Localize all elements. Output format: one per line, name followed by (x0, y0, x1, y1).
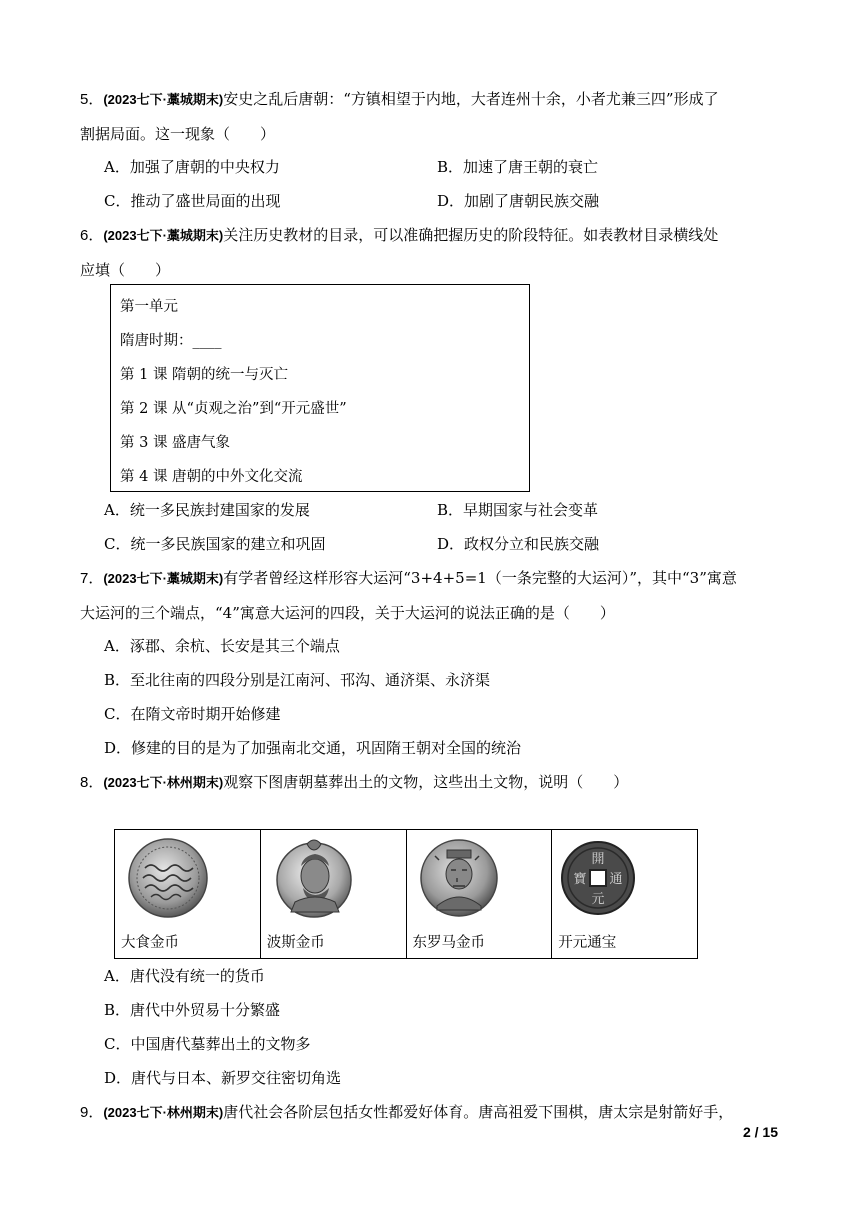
question-8-option-c[interactable]: C．中国唐代墓葬出土的文物多 (104, 1035, 311, 1053)
question-9-stem-line1: 9．(2023七下·林州期末)唐代社会各阶层包括女性都爱好体育。唐高祖爱下围棋，唐太宗是射箭好手， (80, 1103, 734, 1121)
question-5-option-d[interactable]: D．加剧了唐朝民族交融 (437, 192, 600, 210)
toc-line: 第 4 课 唐朝的中外文化交流 (120, 469, 303, 485)
question-5-options-row2 (104, 184, 784, 218)
coin-caption-byzantine: 东罗马金币 (412, 935, 485, 951)
question-7-source: (2023七下·藁城期末) (103, 571, 224, 586)
coin-caption-kaiyuan: 开元通宝 (558, 935, 617, 951)
coin-caption-dashi: 大食金币 (121, 935, 179, 951)
toc-line: 第一单元 (120, 299, 178, 315)
question-8-source: (2023七下·林州期末) (103, 775, 224, 790)
byzantine-gold-coin-icon (415, 836, 505, 920)
question-5-option-a[interactable]: A．加强了唐朝的中央权力 (104, 158, 280, 176)
question-7-stem-line1: 7．(2023七下·藁城期末)有学者曾经这样形容大运河“3+4+5=1（一条完整的大运河）”，其中“3”寓意 (80, 569, 737, 587)
question-6-options-row2 (104, 527, 784, 561)
coin-glyph-left: 寶 (573, 872, 587, 887)
question-6 (80, 218, 780, 287)
question-7-option-a[interactable]: A．涿郡、余杭、长安是其三个端点 (104, 637, 340, 655)
toc-line: 第 1 课 隋朝的统一与灭亡 (120, 367, 289, 383)
coin-cell-kaiyuan (552, 830, 697, 958)
question-6-option-d[interactable]: D．政权分立和民族交融 (437, 535, 600, 553)
coin-figure-table (114, 829, 698, 959)
dashi-gold-coin-icon (123, 836, 213, 920)
kaiyuan-tongbao-coin-icon (560, 836, 650, 920)
question-7-option-c[interactable]: C．在隋文帝时期开始修建 (104, 705, 281, 723)
question-9 (80, 1095, 780, 1130)
textbook-toc-box (110, 284, 530, 492)
question-8-option-d[interactable]: D．唐代与日本、新罗交往密切角选 (104, 1069, 342, 1087)
question-5-stem-line2: 割据局面。这一现象（ ） (80, 125, 276, 143)
question-6-option-b[interactable]: B．早期国家与社会变革 (437, 501, 599, 519)
persian-gold-coin-icon (269, 836, 359, 920)
question-5-source: (2023七下·藁城期末) (103, 92, 224, 107)
question-8 (80, 765, 780, 800)
coin-cell-dashi (115, 830, 261, 958)
coin-glyph-top: 開 (591, 852, 605, 867)
question-5-options-row1 (104, 150, 784, 184)
question-6-stem-line1: 6．(2023七下·藁城期末)关注历史教材的目录，可以准确把握历史的阶段特征。如表教材目录横线处 (80, 226, 719, 244)
question-5-stem-line1: 5．(2023七下·藁城期末)安史之乱后唐朝：“方镇相望于内地，大者连州十余，小者尤兼三四”形成了 (80, 90, 719, 108)
question-6-options-row1 (104, 493, 784, 527)
question-8-option-a[interactable]: A．唐代没有统一的货币 (104, 967, 265, 985)
question-6-source: (2023七下·藁城期末) (103, 228, 224, 243)
page-number: 2 / 15 (742, 1124, 778, 1140)
question-8-stem-line1: 8．(2023七下·林州期末)观察下图唐朝墓葬出土的文物，这些出土文物，说明（ ） (80, 773, 629, 791)
coin-glyph-right: 通 (609, 872, 623, 887)
question-6-stem-line2: 应填（ ） (80, 261, 171, 279)
toc-line: 第 2 课 从“贞观之治”到“开元盛世” (120, 401, 347, 417)
toc-line: 隋唐时期：____ (120, 333, 222, 349)
question-5-option-c[interactable]: C．推动了盛世局面的出现 (104, 192, 281, 210)
question-5-option-b[interactable]: B．加速了唐王朝的衰亡 (437, 158, 599, 176)
question-7-option-b[interactable]: B．至北往南的四段分别是江南河、邗沟、通济渠、永济渠 (104, 671, 491, 689)
coin-cell-byzantine (407, 830, 553, 958)
question-6-option-c[interactable]: C．统一多民族国家的建立和巩固 (104, 535, 326, 553)
coin-cell-bosi (261, 830, 407, 958)
question-9-source: (2023七下·林州期末) (103, 1105, 224, 1120)
coin-caption-bosi: 波斯金币 (266, 935, 325, 951)
question-8-option-b[interactable]: B．唐代中外贸易十分繁盛 (104, 1001, 281, 1019)
coin-glyph-bottom: 元 (591, 892, 605, 907)
question-7-stem-line2: 大运河的三个端点，“4”寓意大运河的四段，关于大运河的说法正确的是（ ） (80, 604, 615, 622)
question-7-option-d[interactable]: D．修建的目的是为了加强南北交通，巩固隋王朝对全国的统治 (104, 739, 522, 757)
toc-line: 第 3 课 盛唐气象 (120, 435, 231, 451)
question-5 (80, 82, 780, 151)
question-6-option-a[interactable]: A．统一多民族封建国家的发展 (104, 501, 310, 519)
question-7 (80, 561, 780, 630)
